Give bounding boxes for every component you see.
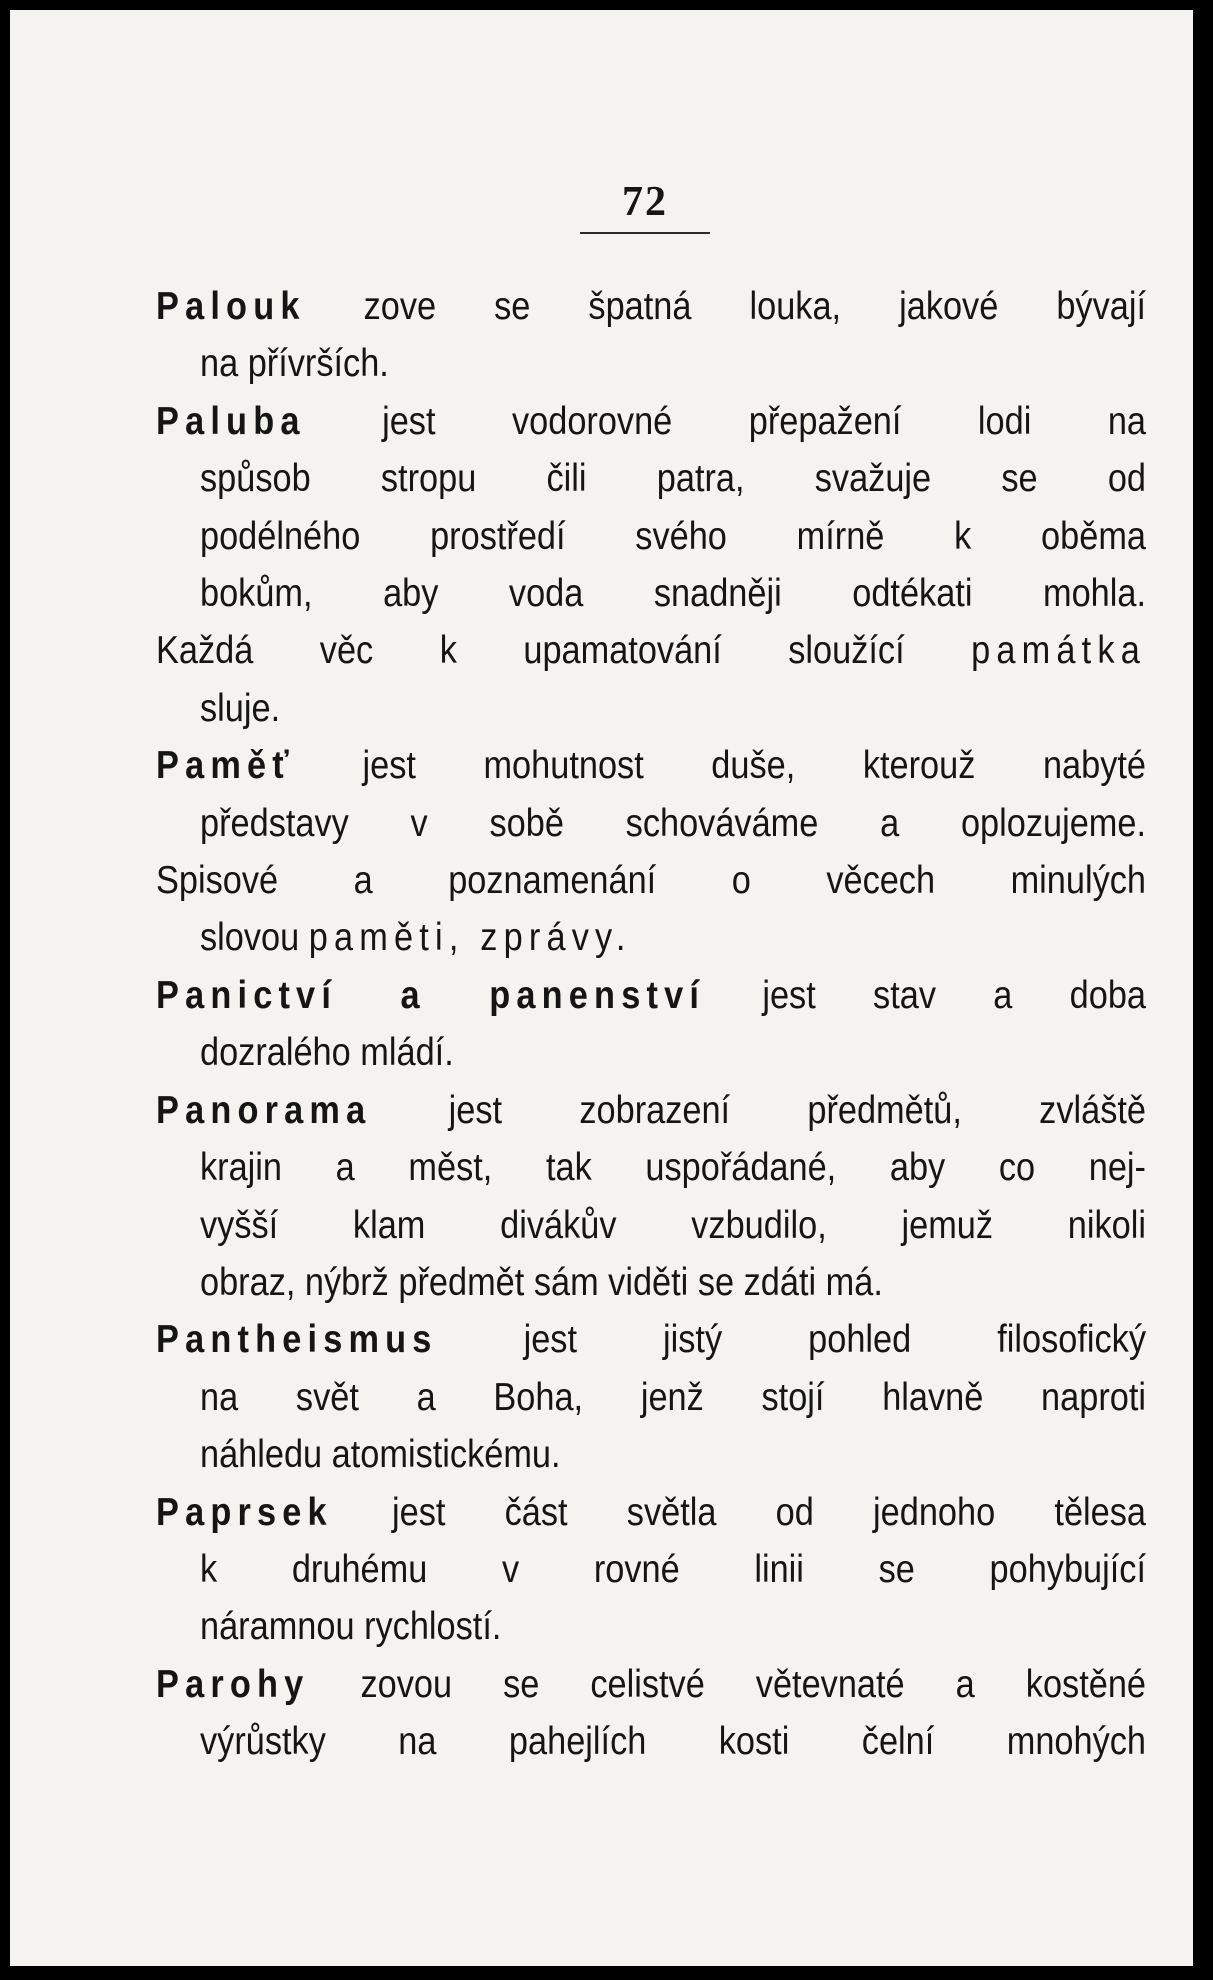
entry-text: spůsob stropu čili patra, svažuje se od xyxy=(200,457,1146,501)
header-rule xyxy=(580,232,710,234)
entry-line xyxy=(156,278,1146,335)
entry-continuation-line xyxy=(200,1024,1146,1081)
entry-continuation-line xyxy=(200,1426,1146,1483)
entry-text: vyšší klam divákův vzbudilo, jemuž nikoli xyxy=(200,1203,1146,1247)
entry-term: Paměť xyxy=(156,744,295,788)
emphasized-term: paměti, zprávy. xyxy=(308,916,632,960)
entry-text: na přívrších. xyxy=(200,342,389,386)
entry-continuation-line xyxy=(200,1598,1146,1655)
entry-continuation-line xyxy=(200,1541,1146,1598)
entry-term: Paprsek xyxy=(156,1490,333,1534)
entry-line xyxy=(156,852,1146,909)
entry-text: Každá věc k upamatování sloužící xyxy=(156,629,972,673)
entry-continuation-line xyxy=(200,795,1146,852)
emphasized-term: památka xyxy=(971,629,1146,673)
entry-text: k druhému v rovné linii se pohybující xyxy=(200,1547,1146,1591)
entry-text: obraz, nýbrž předmět sám viděti se zdáti má. xyxy=(200,1260,883,1304)
entry-text: jest část světla od jednoho tělesa xyxy=(332,1490,1146,1534)
entry-continuation-line xyxy=(200,680,1146,737)
entry-text: jest jistý pohled filosofický xyxy=(437,1318,1146,1362)
entry-text: jest mohutnost duše, kterouž nabyté xyxy=(294,744,1146,788)
entry-line xyxy=(156,1082,1146,1139)
entry-text: jest vodorovné přepažení lodi na xyxy=(305,399,1147,443)
page-number: 72 xyxy=(622,179,668,225)
entry-text: zovou se celistvé větevnaté a kostěné xyxy=(309,1662,1146,1706)
entry-term: Pantheismus xyxy=(156,1318,438,1362)
entry-text: Spisové a poznamenání o věcech minulých xyxy=(156,859,1146,903)
entry-text: bokům, aby voda snadněji odtékati mohla. xyxy=(200,572,1146,616)
entry-text: podélného prostředí svého mírně k oběma xyxy=(200,514,1146,558)
entry-line xyxy=(156,1484,1146,1541)
entry-continuation-line xyxy=(200,1254,1146,1311)
entry-line xyxy=(156,622,1146,679)
entry-text: krajin a měst, tak uspořádané, aby co nej- xyxy=(200,1146,1146,1190)
entry-continuation-line xyxy=(200,909,1146,966)
entry-line xyxy=(156,967,1146,1024)
entry-term: Panorama xyxy=(156,1088,372,1132)
entry-continuation-line xyxy=(200,450,1146,507)
entry-term: Parohy xyxy=(156,1662,310,1706)
entry-text: výrůstky na pahejlích kosti čelní mnohých xyxy=(200,1720,1146,1764)
entry-continuation-line xyxy=(200,1713,1146,1770)
entry-text: na svět a Boha, jenž stojí hlavně naproti xyxy=(200,1375,1146,1419)
entry-line xyxy=(156,737,1146,794)
entry-text: slovou xyxy=(200,916,309,960)
entry-text: náhledu atomistickému. xyxy=(200,1433,561,1477)
entry-text: představy v sobě schováváme a oplozujeme. xyxy=(200,801,1146,845)
entry-text: jest zobrazení předmětů, zvláště xyxy=(371,1088,1146,1132)
entry-line xyxy=(156,1311,1146,1368)
entry-line xyxy=(156,1656,1146,1713)
entry-continuation-line xyxy=(200,565,1146,622)
dictionary-entries xyxy=(156,278,1147,1771)
entry-text: zove se špatná louka, jakové bývají xyxy=(305,285,1147,328)
book-page xyxy=(10,10,1193,1966)
entry-continuation-line xyxy=(200,1369,1146,1426)
entry-term: Panictví a panenství xyxy=(156,973,706,1017)
entry-text: náramnou rychlostí. xyxy=(200,1605,502,1649)
entry-term: Palouk xyxy=(156,285,306,328)
entry-text: jest stav a doba xyxy=(705,973,1147,1017)
entry-text: sluje. xyxy=(200,686,281,730)
entry-continuation-line xyxy=(200,508,1146,565)
entry-line xyxy=(156,393,1146,450)
entry-continuation-line xyxy=(200,1197,1146,1254)
entry-text: dozralého mládí. xyxy=(200,1031,454,1075)
entry-continuation-line xyxy=(200,335,1146,392)
entry-continuation-line xyxy=(200,1139,1146,1196)
entry-term: Paluba xyxy=(156,399,306,443)
page-header xyxy=(580,178,710,234)
